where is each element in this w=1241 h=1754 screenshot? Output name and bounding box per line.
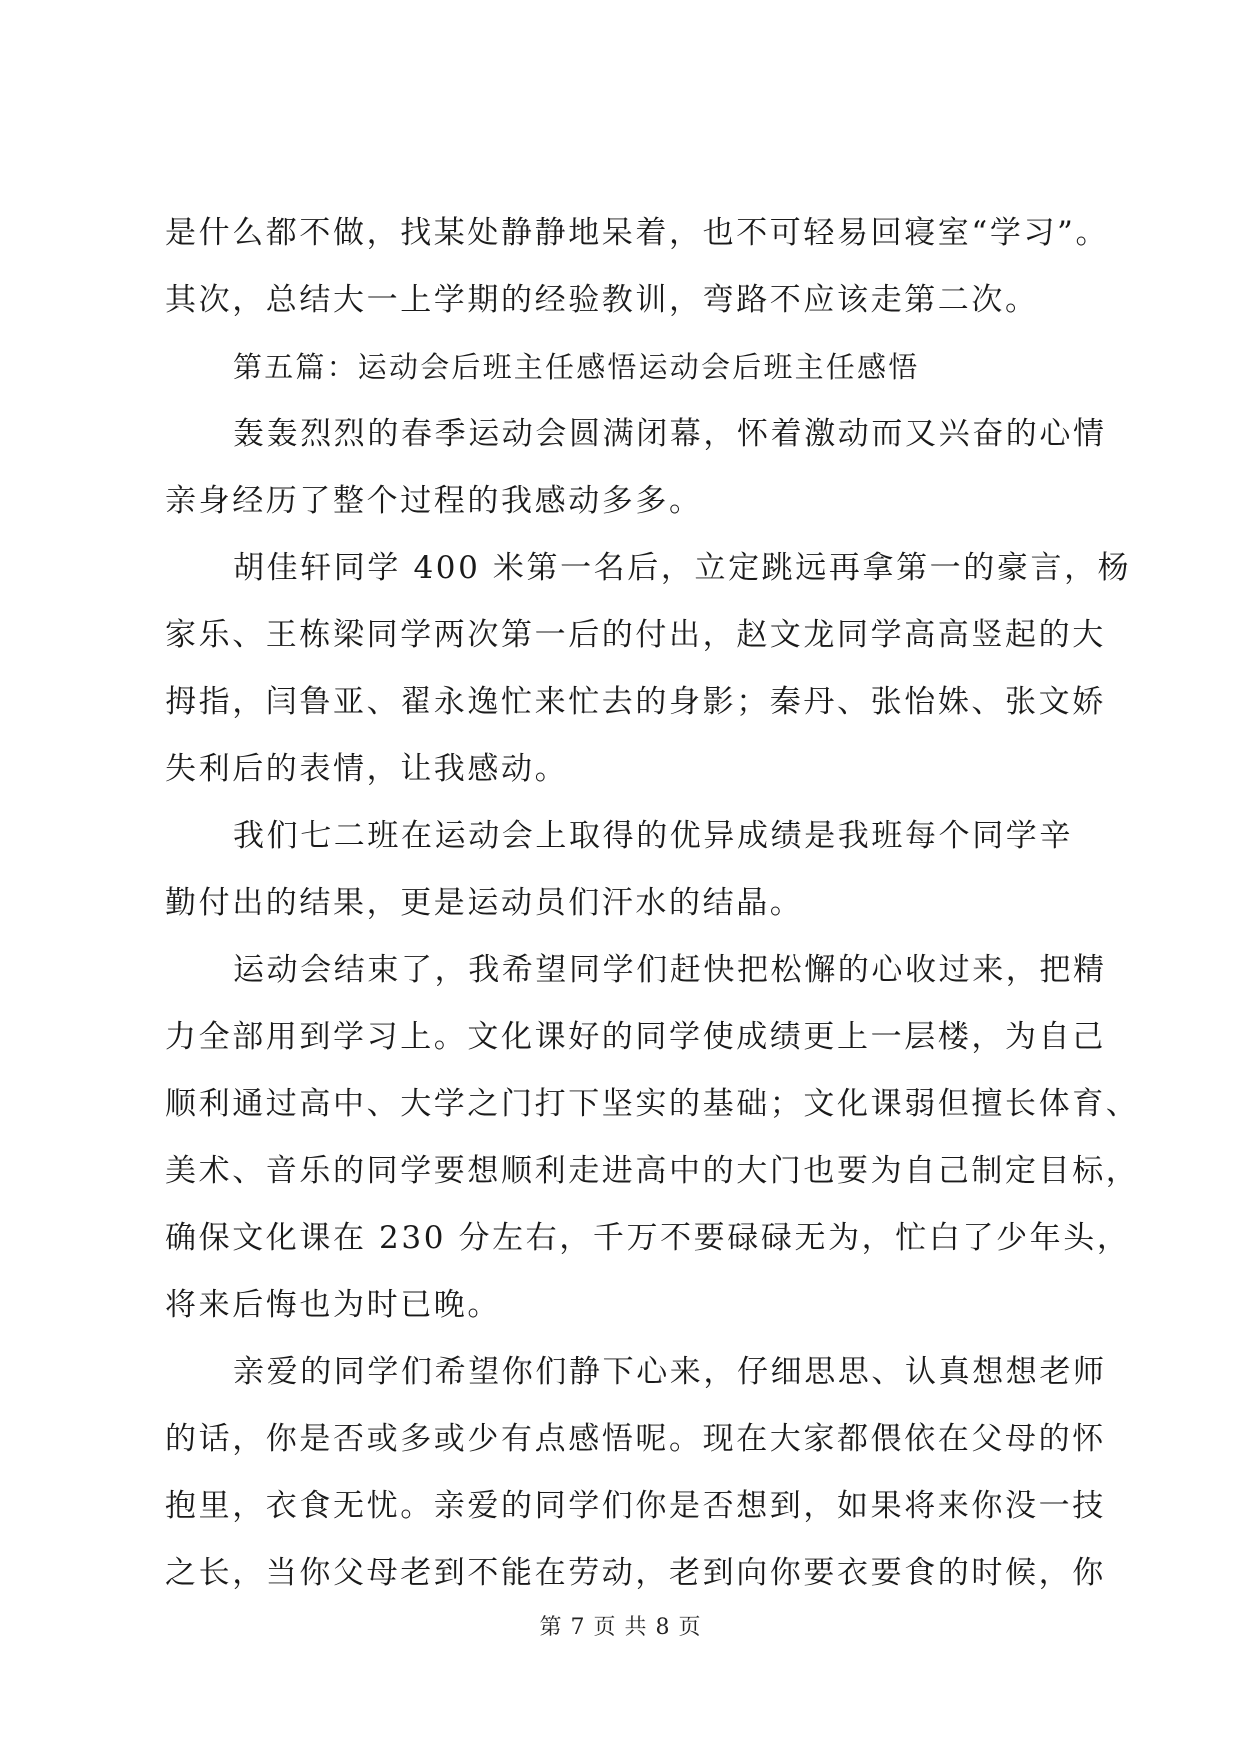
text-line: 之长，当你父母老到不能在劳动，老到向你要衣要食的时候，你 <box>165 1555 1106 1591</box>
text-line: 其次，总结大一上学期的经验教训，弯路不应该走第二次。 <box>165 282 1039 318</box>
paragraph-start-line: 亲爱的同学们希望你们静下心来，仔细思思、认真想想老师 <box>233 1354 1107 1390</box>
paragraph-start-line: 胡佳轩同学 400 米第一名后，立定跳远再拿第一的豪言，杨 <box>233 550 1132 586</box>
text-line: 美术、音乐的同学要想顺利走进高中的大门也要为自己制定目标， <box>165 1153 1140 1189</box>
page-number-footer: 第 7 页 共 8 页 <box>539 1615 702 1640</box>
text-line: 失利后的表情，让我感动。 <box>165 751 569 787</box>
text-line: 勤付出的结果，更是运动员们汗水的结晶。 <box>165 885 804 921</box>
text-line: 顺利通过高中、大学之门打下坚实的基础；文化课弱但擅长体育、 <box>165 1086 1140 1122</box>
paragraph-start-line: 我们七二班在运动会上取得的优异成绩是我班每个同学辛 <box>233 818 1073 854</box>
text-line: 确保文化课在 230 分左右，千万不要碌碌无为，忙白了少年头， <box>165 1220 1131 1256</box>
text-line: 亲身经历了整个过程的我感动多多。 <box>165 483 703 519</box>
text-line: 是什么都不做，找某处静静地呆着，也不可轻易回寝室“学习”。 <box>165 215 1110 251</box>
text-line: 拇指，闫鲁亚、翟永逸忙来忙去的身影；秦丹、张怡姝、张文娇 <box>165 684 1106 720</box>
paragraph-start-line: 轰轰烈烈的春季运动会圆满闭幕，怀着激动而又兴奋的心情 <box>233 416 1107 452</box>
text-line: 将来后悔也为时已晚。 <box>165 1287 501 1323</box>
paragraph-start-line: 运动会结束了，我希望同学们赶快把松懈的心收过来，把精 <box>233 952 1107 988</box>
section-heading: 第五篇：运动会后班主任感悟运动会后班主任感悟 <box>233 350 920 384</box>
text-line: 力全部用到学习上。文化课好的同学使成绩更上一层楼，为自己 <box>165 1019 1106 1055</box>
text-line: 家乐、王栋梁同学两次第一后的付出，赵文龙同学高高竖起的大 <box>165 617 1106 653</box>
text-line: 的话，你是否或多或少有点感悟呢。现在大家都偎依在父母的怀 <box>165 1421 1106 1457</box>
document-body <box>165 200 1140 1607</box>
text-line: 抱里，衣食无忧。亲爱的同学们你是否想到，如果将来你没一技 <box>165 1488 1106 1524</box>
